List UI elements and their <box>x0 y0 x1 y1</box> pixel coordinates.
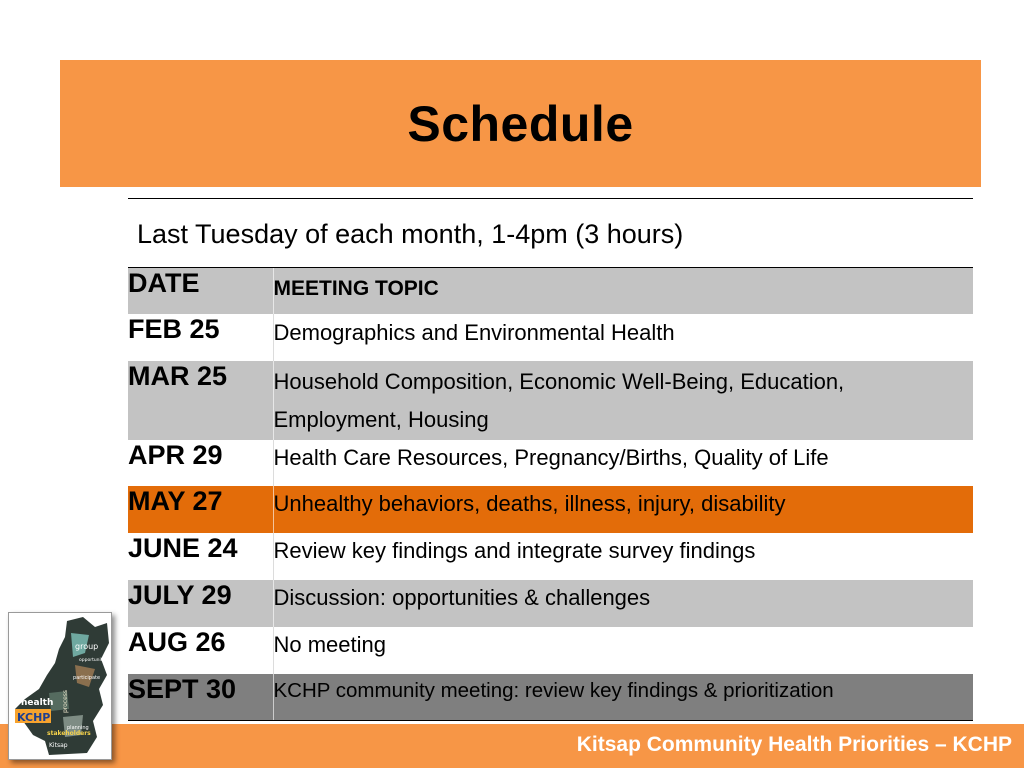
row-topic: No meeting <box>273 627 973 674</box>
schedule-subtitle: Last Tuesday of each month, 1-4pm (3 hours) <box>128 198 973 268</box>
kchp-logo <box>8 612 112 760</box>
logo-word-group: group <box>75 642 99 651</box>
row-date: SEPT 30 <box>128 674 273 720</box>
title-bar <box>60 60 981 187</box>
footer-text: Kitsap Community Health Priorities – KCHP <box>576 733 1012 756</box>
row-topic: Demographics and Environmental Health <box>273 314 973 361</box>
row-date: MAR 25 <box>128 361 273 440</box>
table-row-highlighted <box>128 486 973 533</box>
table-row <box>128 627 973 674</box>
table-header-row <box>128 268 973 314</box>
row-date: MAY 27 <box>128 486 273 533</box>
row-topic: Discussion: opportunities & challenges <box>273 580 973 627</box>
logo-word-health: health <box>21 698 54 708</box>
slide-title: Schedule <box>407 95 634 152</box>
table-row <box>128 580 973 627</box>
row-date: AUG 26 <box>128 627 273 674</box>
table-row <box>128 533 973 580</box>
logo-word-participate: participate <box>73 675 101 681</box>
table-row <box>128 440 973 486</box>
row-date: FEB 25 <box>128 314 273 361</box>
row-topic: Unhealthy behaviors, deaths, illness, injury, disability <box>273 486 973 533</box>
row-date: JUNE 24 <box>128 533 273 580</box>
logo-word-kitsap: Kitsap <box>49 742 68 749</box>
logo-word-opportunities: opportunities <box>79 658 109 663</box>
logo-word-kchp: KCHP <box>17 711 51 724</box>
row-topic: Health Care Resources, Pregnancy/Births, Quality of Life <box>273 440 973 486</box>
logo-word-planning: planning <box>67 725 89 731</box>
schedule-table <box>128 268 973 721</box>
row-date: APR 29 <box>128 440 273 486</box>
table-row <box>128 674 973 720</box>
table-row <box>128 314 973 361</box>
logo-word-stakeholders: stakeholders <box>47 730 91 737</box>
kitsap-map-icon <box>9 613 113 761</box>
row-topic: Review key findings and integrate survey findings <box>273 533 973 580</box>
header-topic: MEETING TOPIC <box>273 268 973 314</box>
logo-word-process: process <box>62 689 69 713</box>
row-topic: Household Composition, Economic Well-Being, Education, Employment, Housing <box>273 361 973 440</box>
row-topic: KCHP community meeting: review key findings & prioritization <box>273 674 973 720</box>
row-date: JULY 29 <box>128 580 273 627</box>
header-date: DATE <box>128 268 273 314</box>
table-row <box>128 361 973 440</box>
